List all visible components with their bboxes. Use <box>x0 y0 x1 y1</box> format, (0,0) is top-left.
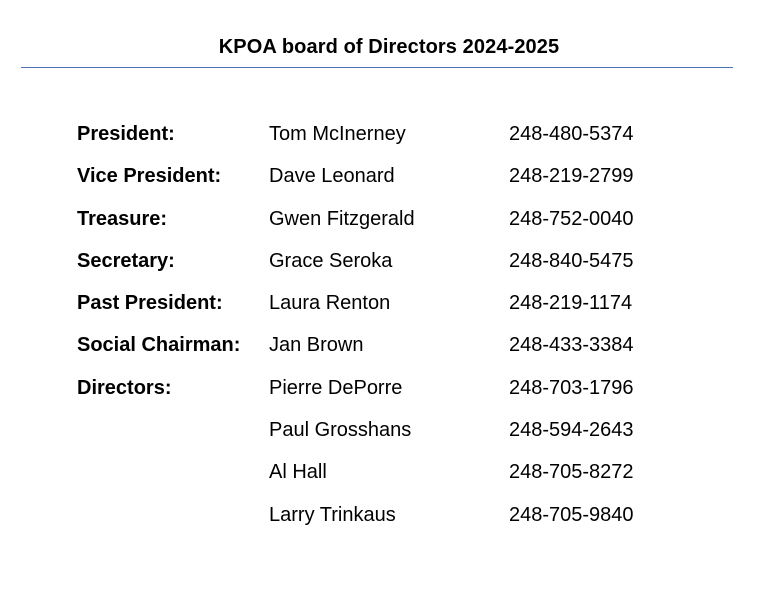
member-name: Al Hall <box>269 461 327 484</box>
role-label: Directors: <box>77 376 172 399</box>
board-row-treasure <box>77 202 717 244</box>
member-name: Dave Leonard <box>269 165 395 188</box>
member-phone: 248-705-8272 <box>509 461 634 484</box>
member-phone: 248-703-1796 <box>509 376 634 399</box>
board-row-director <box>77 455 717 497</box>
member-phone: 248-480-5374 <box>509 123 634 145</box>
board-row-vice-president <box>77 159 717 201</box>
member-name: Tom McInerney <box>269 123 406 145</box>
board-row-director <box>77 498 717 540</box>
member-phone: 248-219-1174 <box>509 292 633 315</box>
member-name: Jan Brown <box>269 334 364 357</box>
member-name: Paul Grosshans <box>269 419 412 442</box>
member-name: Grace Seroka <box>269 249 393 272</box>
role-label: Vice President: <box>77 165 222 188</box>
role-label: Social Chairman: <box>77 334 241 357</box>
member-phone: 248-705-9840 <box>509 503 634 526</box>
board-row-past-president <box>77 286 717 328</box>
member-name: Larry Trinkaus <box>269 503 396 526</box>
member-name: Pierre DePorre <box>269 376 403 399</box>
board-directory <box>77 117 717 540</box>
member-name: Laura Renton <box>269 292 391 315</box>
board-row-director <box>77 371 717 413</box>
title-underline <box>21 67 733 68</box>
role-label: Secretary: <box>77 249 175 272</box>
role-label: Treasure: <box>77 207 168 230</box>
member-phone: 248-433-3384 <box>509 334 634 357</box>
board-row-secretary <box>77 244 717 286</box>
role-label: Past President: <box>77 292 223 315</box>
member-phone: 248-219-2799 <box>509 165 634 188</box>
role-label: President: <box>77 123 175 145</box>
member-phone: 248-840-5475 <box>509 249 634 272</box>
document-title: KPOA board of Directors 2024-2025 <box>218 36 560 58</box>
board-row-president <box>77 117 717 159</box>
member-phone: 248-594-2643 <box>509 419 634 442</box>
board-row-social-chairman <box>77 328 717 370</box>
board-row-director <box>77 413 717 455</box>
member-name: Gwen Fitzgerald <box>269 207 415 230</box>
member-phone: 248-752-0040 <box>509 207 634 230</box>
